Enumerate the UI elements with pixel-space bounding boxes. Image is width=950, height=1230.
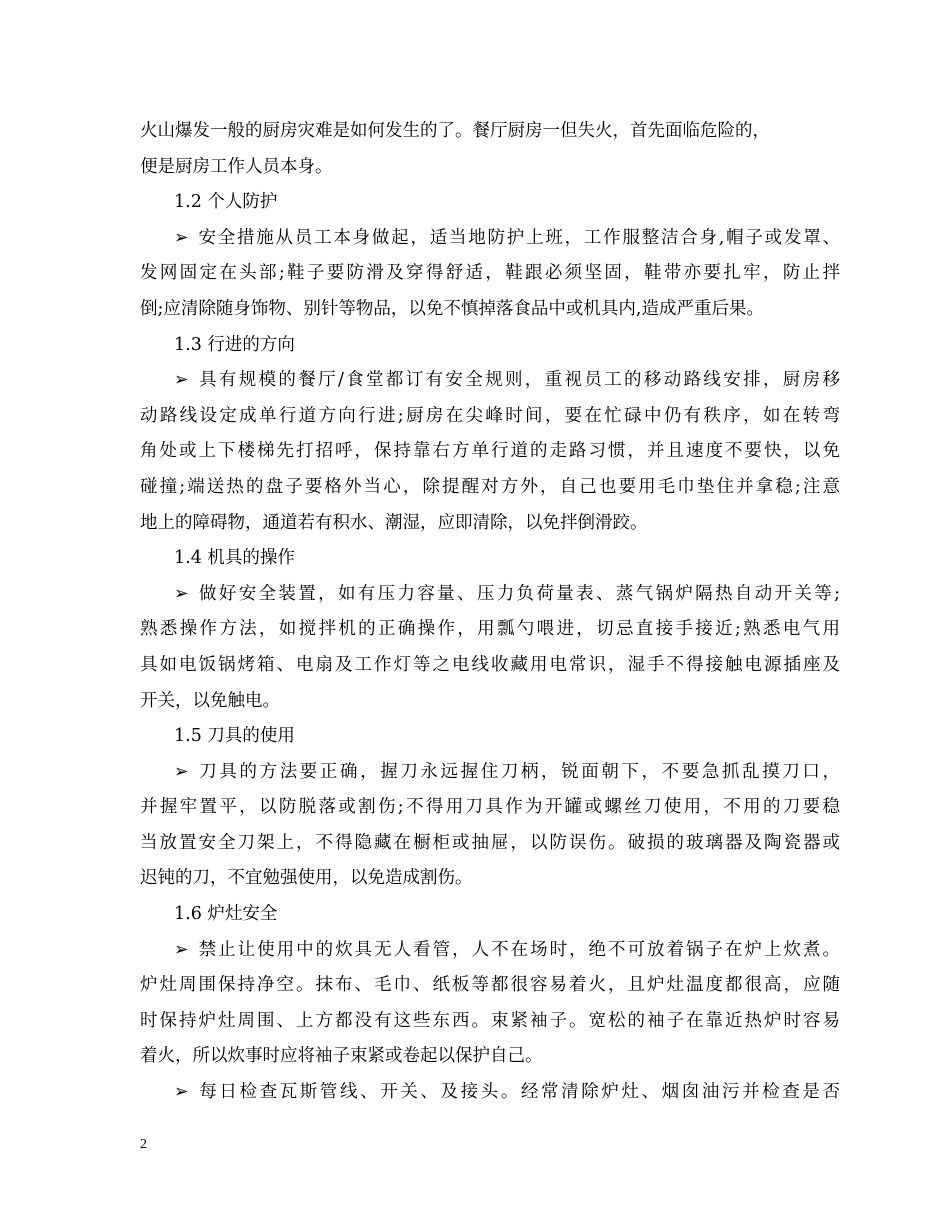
- bullet-arrow-icon: ➢: [174, 227, 189, 248]
- paragraph-line: [140, 612, 840, 648]
- paragraph-line: [140, 256, 840, 292]
- line-text: 安全措施从员工本身做起，适当地防护上班，工作服整洁合身,帽子或发罩、: [196, 227, 840, 248]
- line-text: 每日检查瓦斯管线、开关、及接头。经常清除炉灶、烟囱油污并检查是否: [196, 1082, 840, 1103]
- bullet-arrow-icon: ➢: [174, 1082, 189, 1103]
- paragraph-line: [140, 506, 840, 542]
- section-heading: [140, 328, 840, 364]
- line-text: 发网固定在头部;鞋子要防滑及穿得舒适，鞋跟必须坚固，鞋带亦要扎牢，防止拌: [140, 263, 840, 284]
- bullet-paragraph-line: [140, 1075, 840, 1111]
- section-heading: [140, 185, 840, 221]
- line-text: 1.4 机具的操作: [174, 548, 295, 569]
- bullet-paragraph-line: [140, 755, 840, 791]
- bullet-arrow-icon: ➢: [174, 583, 189, 604]
- paragraph-line: [140, 790, 840, 826]
- line-text: 并握牢置平，以防脱落或割伤;不得用刀具作为开罐或螺丝刀使用，不用的刀要稳: [140, 797, 840, 818]
- line-text: 炉灶周围保持净空。抹布、毛巾、纸板等都很容易着火，且炉灶温度都很高，应随: [140, 975, 840, 996]
- line-text: 1.2 个人防护: [174, 192, 278, 213]
- line-text: 具如电饭锅烤箱、电扇及工作灯等之电线收藏用电常识，湿手不得接触电源插座及: [140, 654, 840, 675]
- line-text: 开关，以免触电。: [140, 690, 280, 711]
- line-text: 动路线设定成单行道方向行进;厨房在尖峰时间，要在忙碌中仍有秩序，如在转弯: [140, 405, 840, 426]
- bullet-arrow-icon: ➢: [174, 370, 189, 391]
- line-text: 刀具的方法要正确，握刀永远握住刀柄，锐面朝下，不要急抓乱摸刀口，: [196, 761, 840, 782]
- paragraph-line: [140, 114, 840, 150]
- line-text: 角处或上下楼梯先打招呼，保持靠右方单行道的走路习惯，并且速度不要快，以免: [140, 441, 840, 462]
- line-text: 具有规模的餐厅/食堂都订有安全规则，重视员工的移动路线安排，厨房移: [196, 370, 840, 391]
- line-text: 便是厨房工作人员本身。: [140, 156, 333, 177]
- document-body: [140, 114, 840, 1111]
- line-text: 熟悉操作方法，如搅拌机的正确操作，用瓢勺喂进，切忌直接手接近;熟悉电气用: [140, 619, 840, 640]
- paragraph-line: [140, 968, 840, 1004]
- line-text: 1.6 炉灶安全: [174, 904, 278, 925]
- paragraph-line: [140, 399, 840, 435]
- section-heading: [140, 897, 840, 933]
- paragraph-line: [140, 470, 840, 506]
- section-heading: [140, 541, 840, 577]
- bullet-paragraph-line: [140, 577, 840, 613]
- line-text: 1.5 刀具的使用: [174, 726, 295, 747]
- paragraph-line: [140, 150, 840, 186]
- page-number: 2: [140, 1137, 147, 1152]
- line-text: 火山爆发一般的厨房灾难是如何发生的了。餐厅厨房一但失火，首先面临危险的，: [140, 121, 770, 141]
- line-text: 倒;应清除随身饰物、别针等物品，以免不慎掉落食品中或机具内,造成严重后果。: [140, 298, 764, 319]
- paragraph-line: [140, 1039, 840, 1075]
- line-text: 碰撞;端送热的盘子要格外当心，除提醒对方外，自己也要用毛巾垫住并拿稳;注意: [140, 476, 840, 497]
- bullet-paragraph-line: [140, 933, 840, 969]
- line-text: 1.3 行进的方向: [174, 334, 295, 355]
- line-text: 着火，所以炊事时应将袖子束紧或卷起以保护自己。: [140, 1046, 543, 1067]
- paragraph-line: [140, 684, 840, 720]
- paragraph-line: [140, 826, 840, 862]
- line-text: 地上的障碍物，通道若有积水、潮湿，应即清除，以免拌倒滑跤。: [140, 512, 648, 533]
- line-text: 当放置安全刀架上，不得隐藏在橱柜或抽屉，以防误伤。破损的玻璃器及陶瓷器或: [140, 832, 840, 853]
- bullet-arrow-icon: ➢: [174, 939, 189, 960]
- bullet-arrow-icon: ➢: [174, 761, 189, 782]
- paragraph-line: [140, 292, 840, 328]
- paragraph-line: [140, 1004, 840, 1040]
- line-text: 迟钝的刀，不宜勉强使用，以免造成割伤。: [140, 868, 473, 889]
- paragraph-line: [140, 434, 840, 470]
- section-heading: [140, 719, 840, 755]
- bullet-paragraph-line: [140, 221, 840, 257]
- paragraph-line: [140, 861, 840, 897]
- line-text: 做好安全装置，如有压力容量、压力负荷量表、蒸气锅炉隔热自动开关等;: [196, 583, 840, 604]
- paragraph-line: [140, 648, 840, 684]
- line-text: 禁止让使用中的炊具无人看管，人不在场时，绝不可放着锅子在炉上炊煮。: [196, 939, 840, 960]
- line-text: 时保持炉灶周围、上方都没有这些东西。束紧袖子。宽松的袖子在靠近热炉时容易: [140, 1010, 840, 1031]
- bullet-paragraph-line: [140, 363, 840, 399]
